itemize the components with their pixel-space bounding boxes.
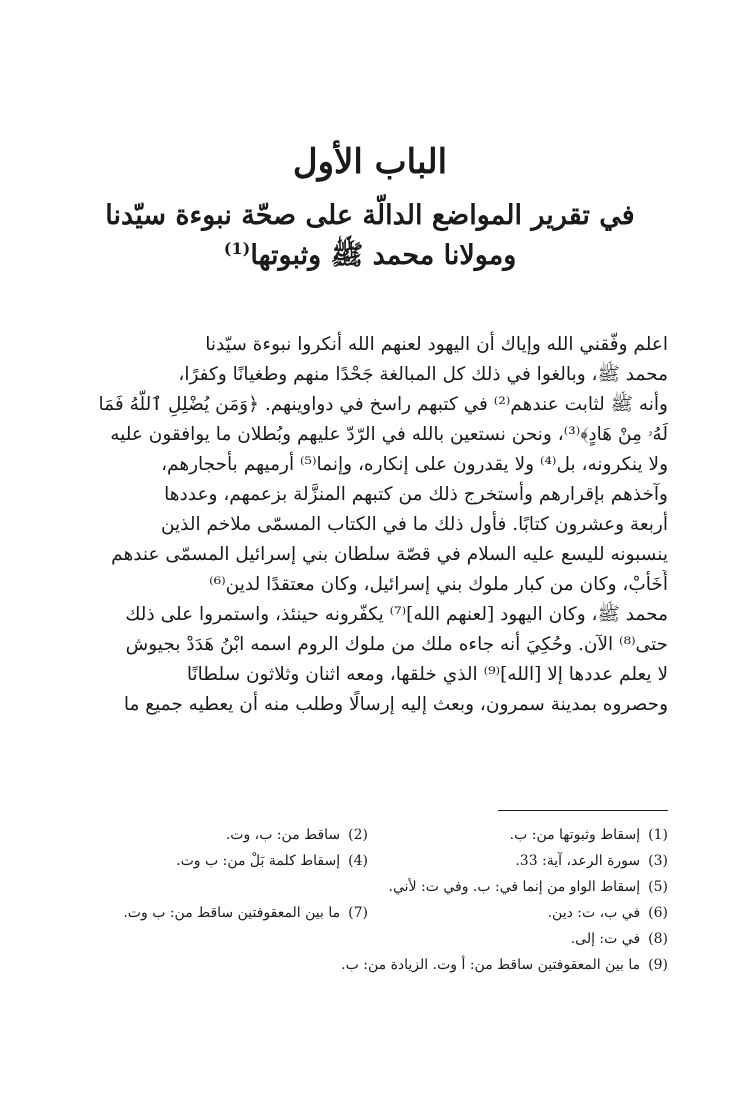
footnote-text: في ب، ت: دين. bbox=[547, 905, 641, 921]
body-line: وأنه ﷺ لثابت عندهم⁽²⁾ في كتبهم راسخ في دواوينهم. ﴿وَمَن يُضْلِلِ ٱللَّهُ فَمَا bbox=[98, 394, 668, 415]
body-paragraph bbox=[72, 330, 668, 720]
footnote-number: (5) bbox=[648, 879, 668, 895]
footnote-number: (8) bbox=[648, 931, 668, 947]
footnote-1 bbox=[510, 822, 668, 848]
footnote-text: ما بين المعقوفتين ساقط من: ب وت. bbox=[123, 905, 341, 921]
footnote-text: إسقاط كلمة بَلْ من: ب وت. bbox=[176, 853, 341, 869]
footnote-7 bbox=[123, 900, 368, 926]
footnotes bbox=[72, 822, 668, 978]
footnote-text: ساقط من: ب، وت. bbox=[225, 827, 341, 843]
chapter-title: الباب الأول bbox=[292, 142, 448, 182]
footnote-5 bbox=[389, 874, 668, 900]
footnote-text: إسقاط وثبوتها من: ب. bbox=[509, 827, 641, 843]
body-line: ولا ينكرونه، بل⁽⁴⁾ ولا يقدرون على إنكاره، وإنما⁽⁵⁾ أرميهم بأحجارهم، bbox=[161, 454, 668, 475]
footnote-8 bbox=[571, 926, 668, 952]
body-line: ينسبونه لليسع عليه السلام في قصّة سلطان بني إسرائيل المسمّى عندهم bbox=[111, 544, 668, 565]
footnote-text: في ت: إلى. bbox=[570, 931, 641, 947]
footnote-4 bbox=[176, 848, 368, 874]
body-line: محمد ﷺ، وكان اليهود [لعنهم الله]⁽⁷⁾ يكفّرونه حينئذ، واستمروا على ذلك bbox=[125, 604, 668, 625]
footnote-number: (3) bbox=[648, 853, 668, 869]
body-line: أَخَأَبْ، وكان من كبار ملوك بني إسرائيل، وكان معتقدًا لدين⁽⁶⁾ bbox=[209, 574, 668, 595]
footnote-row bbox=[72, 900, 668, 926]
subtitle-line-1: في تقرير المواضع الدالّة على صحّة نبوءة سيّدنا bbox=[105, 200, 635, 231]
body-line: وآخذهم بإقرارهم وأستخرج ذلك من كتبهم المنزَّلة بزعمهم، وعددها bbox=[164, 484, 668, 505]
chapter-subtitle bbox=[60, 196, 680, 276]
body-line: أربعة وعشرون كتابًا. فأول ذلك ما في الكتاب المسمّى ملاخم الذين bbox=[160, 514, 668, 535]
footnote-number: (6) bbox=[648, 905, 668, 921]
body-line: لَهُۥ مِنْ هَادٍ﴾⁽³⁾، ونحن نستعين بالله في الرّدّ عليهم وبُطلان ما يوافقون عليه bbox=[110, 424, 668, 445]
footnote-9 bbox=[341, 952, 668, 978]
subtitle-line-2-text: ومولانا محمد ﷺ وثبوتها bbox=[250, 240, 517, 271]
footnote-number: (2) bbox=[348, 827, 368, 843]
body-line: حتى⁽⁸⁾ الآن. وحُكِيَ أنه جاءه ملك من ملوك الروم اسمه ابْنُ هَدَدْ بجيوش bbox=[125, 634, 668, 655]
footnote-number: (7) bbox=[348, 905, 368, 921]
footnote-row bbox=[72, 874, 668, 900]
footnote-number: (4) bbox=[348, 853, 368, 869]
footnote-row bbox=[72, 822, 668, 848]
footnote-ref-1: (1) bbox=[223, 239, 251, 258]
footnote-row bbox=[72, 952, 668, 978]
footnote-separator bbox=[498, 810, 668, 811]
footnote-6 bbox=[548, 900, 668, 926]
body-line: لا يعلم عددها إلا [الله]⁽⁹⁾ الذي خلقها، ومعه اثنان وثلاثون سلطانًا bbox=[186, 664, 668, 685]
footnote-row bbox=[72, 848, 668, 874]
body-line: اعلم وفّقني الله وإياك أن اليهود لعنهم الله أنكروا نبوءة سيّدنا bbox=[205, 334, 668, 355]
body-line: وحصروه بمدينة سمرون، وبعث إليه إرسالًا وطلب منه أن يعطيه جميع ما bbox=[123, 694, 668, 715]
body-line: محمد ﷺ، وبالغوا في ذلك كل المبالغة جَحْدًا منهم وطغيانًا وكفرًا، bbox=[178, 364, 668, 385]
subtitle-line-2 bbox=[60, 236, 680, 276]
footnote-row bbox=[72, 926, 668, 952]
footnote-number: (9) bbox=[648, 957, 668, 973]
footnote-number: (1) bbox=[648, 827, 668, 843]
footnote-text: سورة الرعد، آية: 33. bbox=[515, 853, 641, 869]
footnote-2 bbox=[226, 822, 368, 848]
footnote-text: ما بين المعقوفتين ساقط من: أ وت. الزيادة من: ب. bbox=[341, 957, 641, 973]
footnote-text: إسقاط الواو من إنما في: ب. وفي ت: لأني. bbox=[388, 879, 641, 895]
footnote-3 bbox=[515, 848, 668, 874]
